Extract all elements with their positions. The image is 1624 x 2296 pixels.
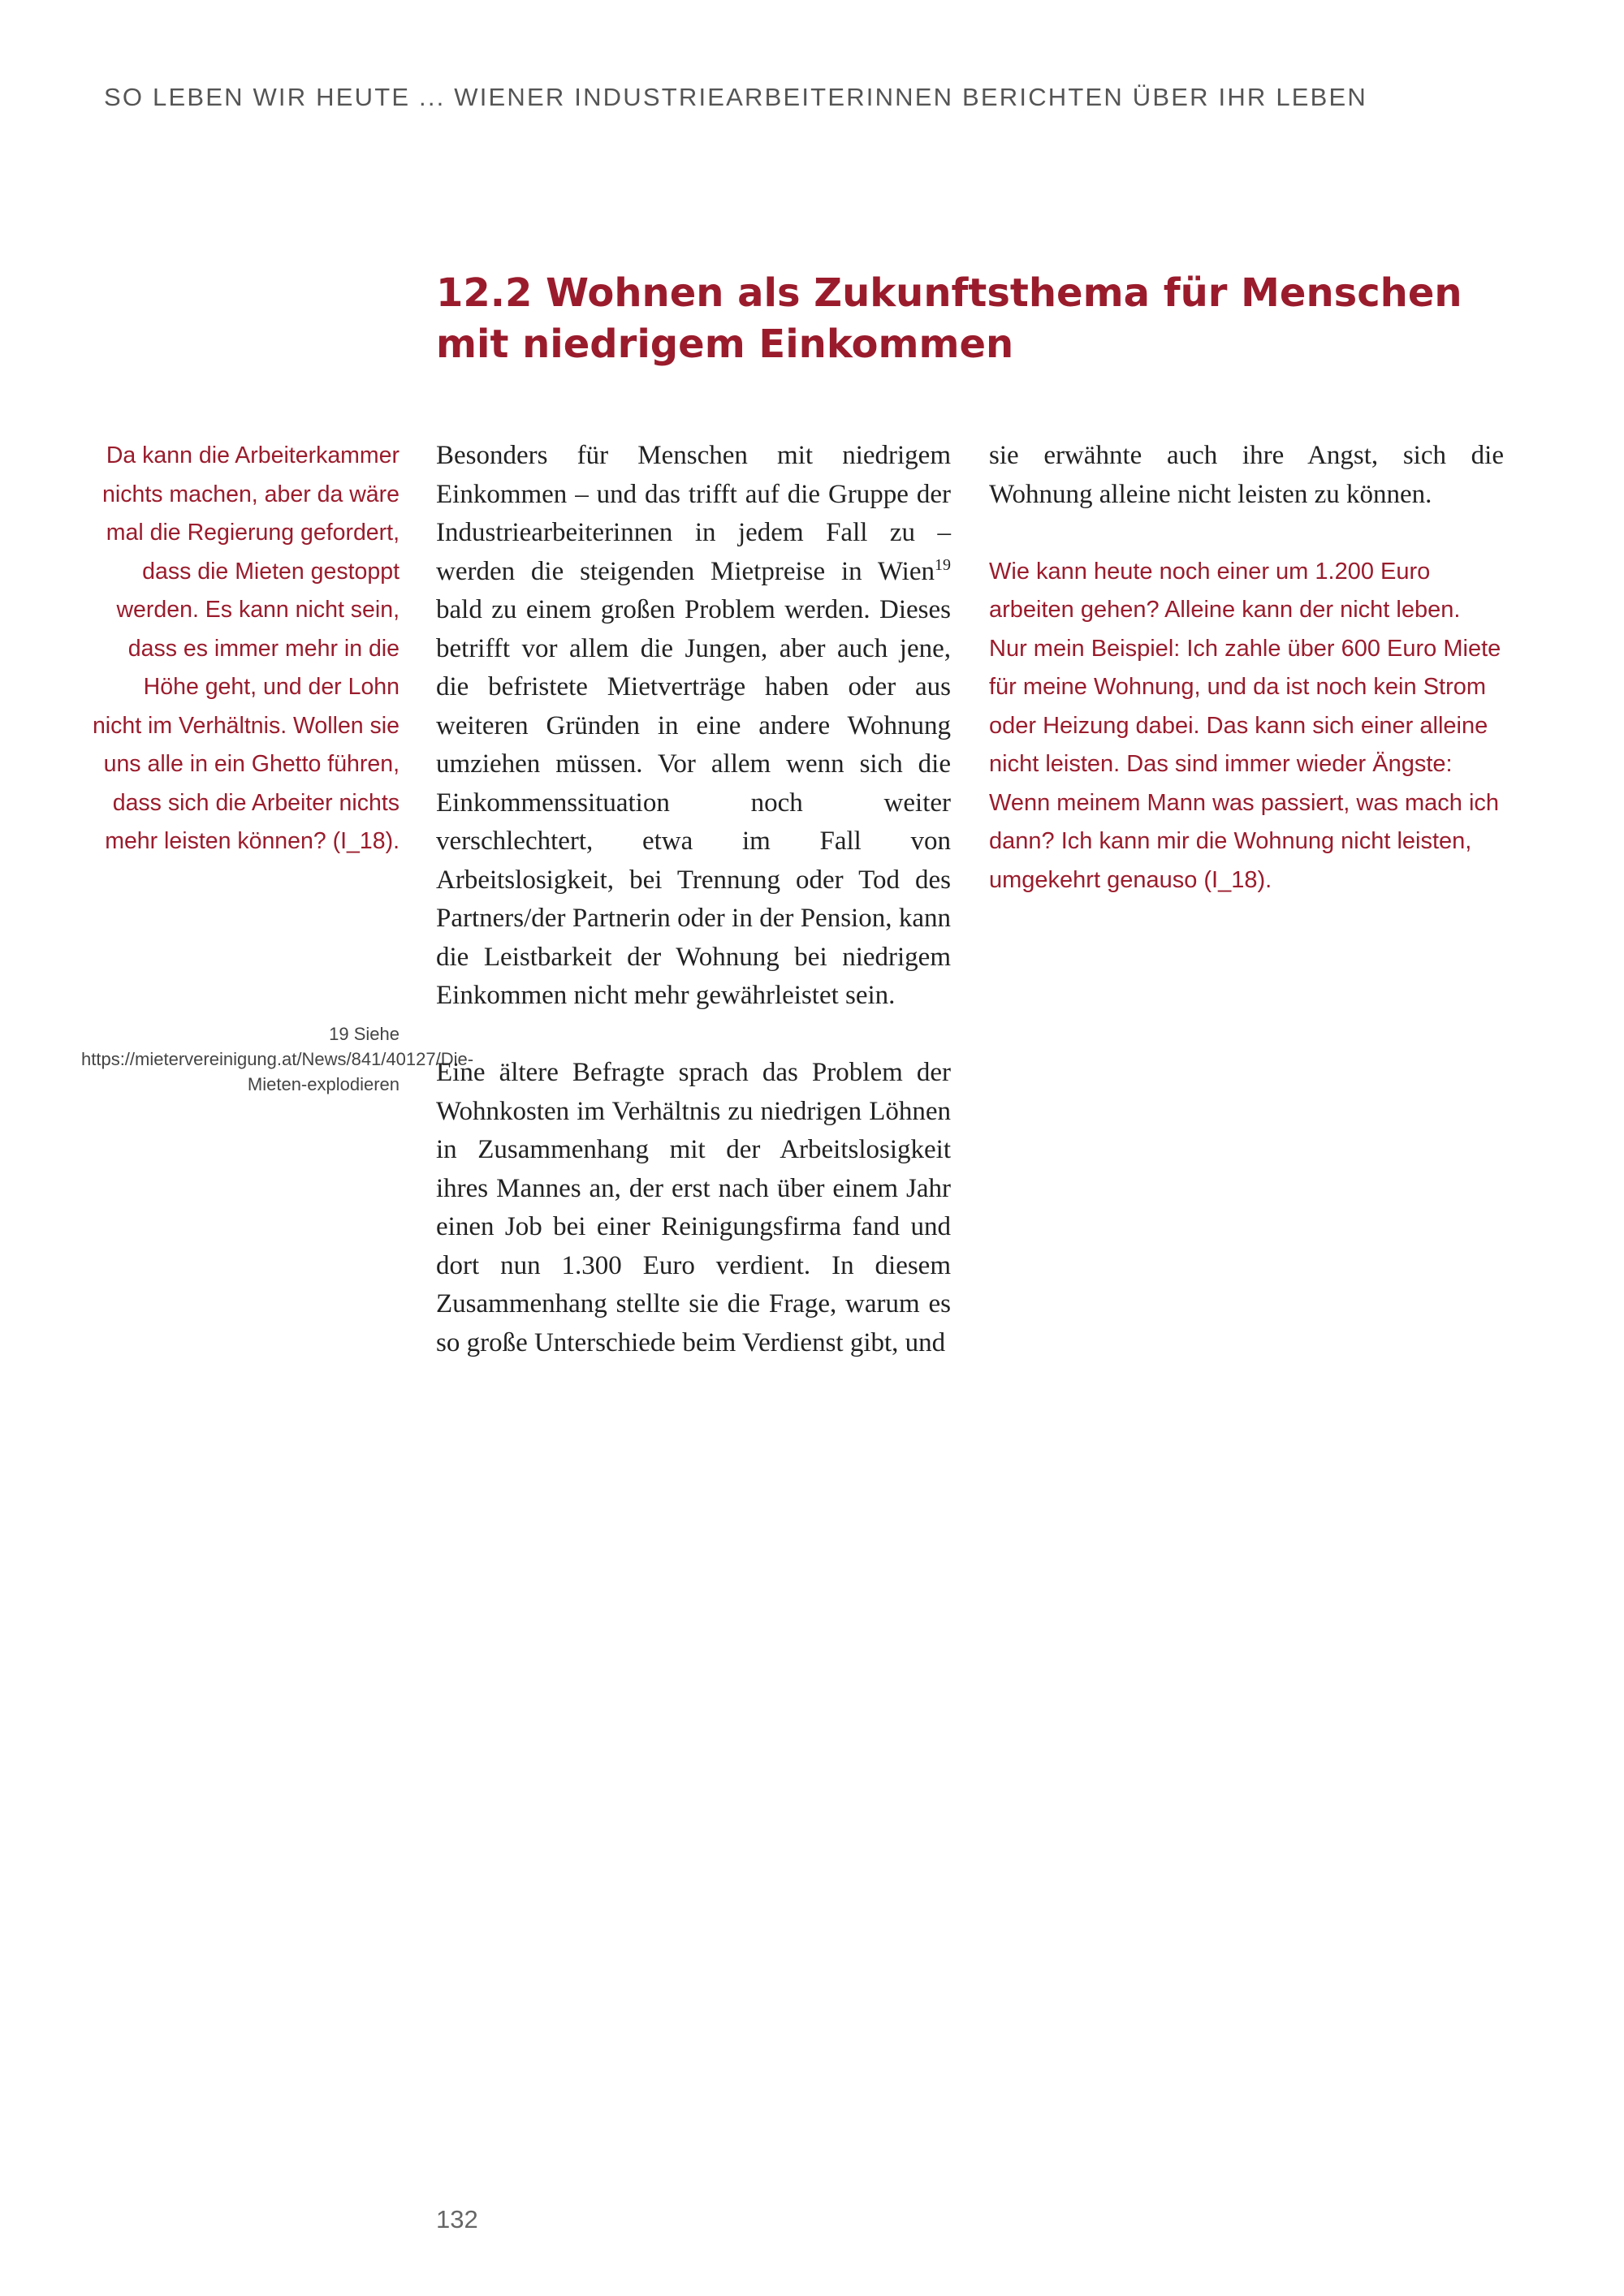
footnote-19: 19 Siehe https://mietervereinigung.at/News/841/40127/Die-Mieten-explodieren xyxy=(81,1024,474,1094)
body-column-left xyxy=(436,437,951,1362)
body-paragraph-1 xyxy=(436,437,951,1016)
interview-quote: Wie kann heute noch einer um 1.200 Euro arbeiten gehen? Alleine kann der nicht leben. Nur mein Beispiel: Ich zahle über 600 Euro Miete für meine Wohnung, und da ist noch kein Strom oder Heizung dabei. Das kann sich einer alleine nicht leisten. Das sind immer wieder Ängste: Wenn meinem Mann was passiert, was mach ich dann? Ich kann mir die Wohnung nicht leisten, umgekehrt genauso (I_18). xyxy=(989,558,1501,893)
body-paragraph-2-continued: sie erwähnte auch ihre Angst, sich die Wohnung alleine nicht leisten zu können. xyxy=(989,441,1504,509)
page-number: 132 xyxy=(436,2205,478,2233)
body-column-right xyxy=(989,437,1504,900)
footnote-reference-19: 19 xyxy=(935,555,951,574)
body-paragraph-2: Eine ältere Befragte sprach das Problem der Wohnkosten im Verhältnis zu niedrigen Löhnen in Zusammenhang mit der Arbeitslosigkeit ihres Mannes an, der erst nach über einem Jahr einen Job bei einer Reinigungsfirma fand und dort nun 1.300 Euro verdient. In diesem Zusammenhang stellte sie die Frage, warum es so große Unterschiede beim Verdienst gibt, und xyxy=(436,1058,951,1357)
body-paragraph-1-text-b: bald zu einem großen Problem werden. Dieses betrifft vor allem die Jungen, aber auch jene, die befristete Mietverträge haben oder aus weiteren Gründen in eine andere Wohnung umziehen müssen. Vor allem wenn sich die Einkommenssituation noch weiter verschlechtert, etwa im Fall von Arbeitslosigkeit, bei Trennung oder Tod des Partners/der Partnerin oder in der Pension, kann die Leistbarkeit der Wohnung bei niedrigem Einkommen nicht mehr gewährleistet sein. xyxy=(436,595,951,1010)
sidebar-quote: Da kann die Arbeiterkammer nichts machen, aber da wäre mal die Regierung gefordert, dass die Mieten gestoppt werden. Es kann nicht sein, dass es immer mehr in die Höhe geht, und der Lohn nicht im Verhältnis. Wollen sie uns alle in ein Ghetto führen, dass sich die Arbeiter nichts mehr leisten können? (I_18). xyxy=(92,442,400,854)
running-header: SO LEBEN WIR HEUTE ... WIENER INDUSTRIEARBEITERINNEN BERICHTEN ÜBER IHR LEBEN xyxy=(104,83,1367,111)
body-paragraph-1-text-a: Besonders für Menschen mit niedrigem Einkommen – und das trifft auf die Gruppe der Industriearbeiterinnen in jedem Fall zu – werden die steigenden Mietpreise in Wien xyxy=(436,441,951,586)
section-heading: 12.2 Wohnen als Zukunftsthema für Menschen mit niedrigem Einkommen xyxy=(436,270,1462,367)
